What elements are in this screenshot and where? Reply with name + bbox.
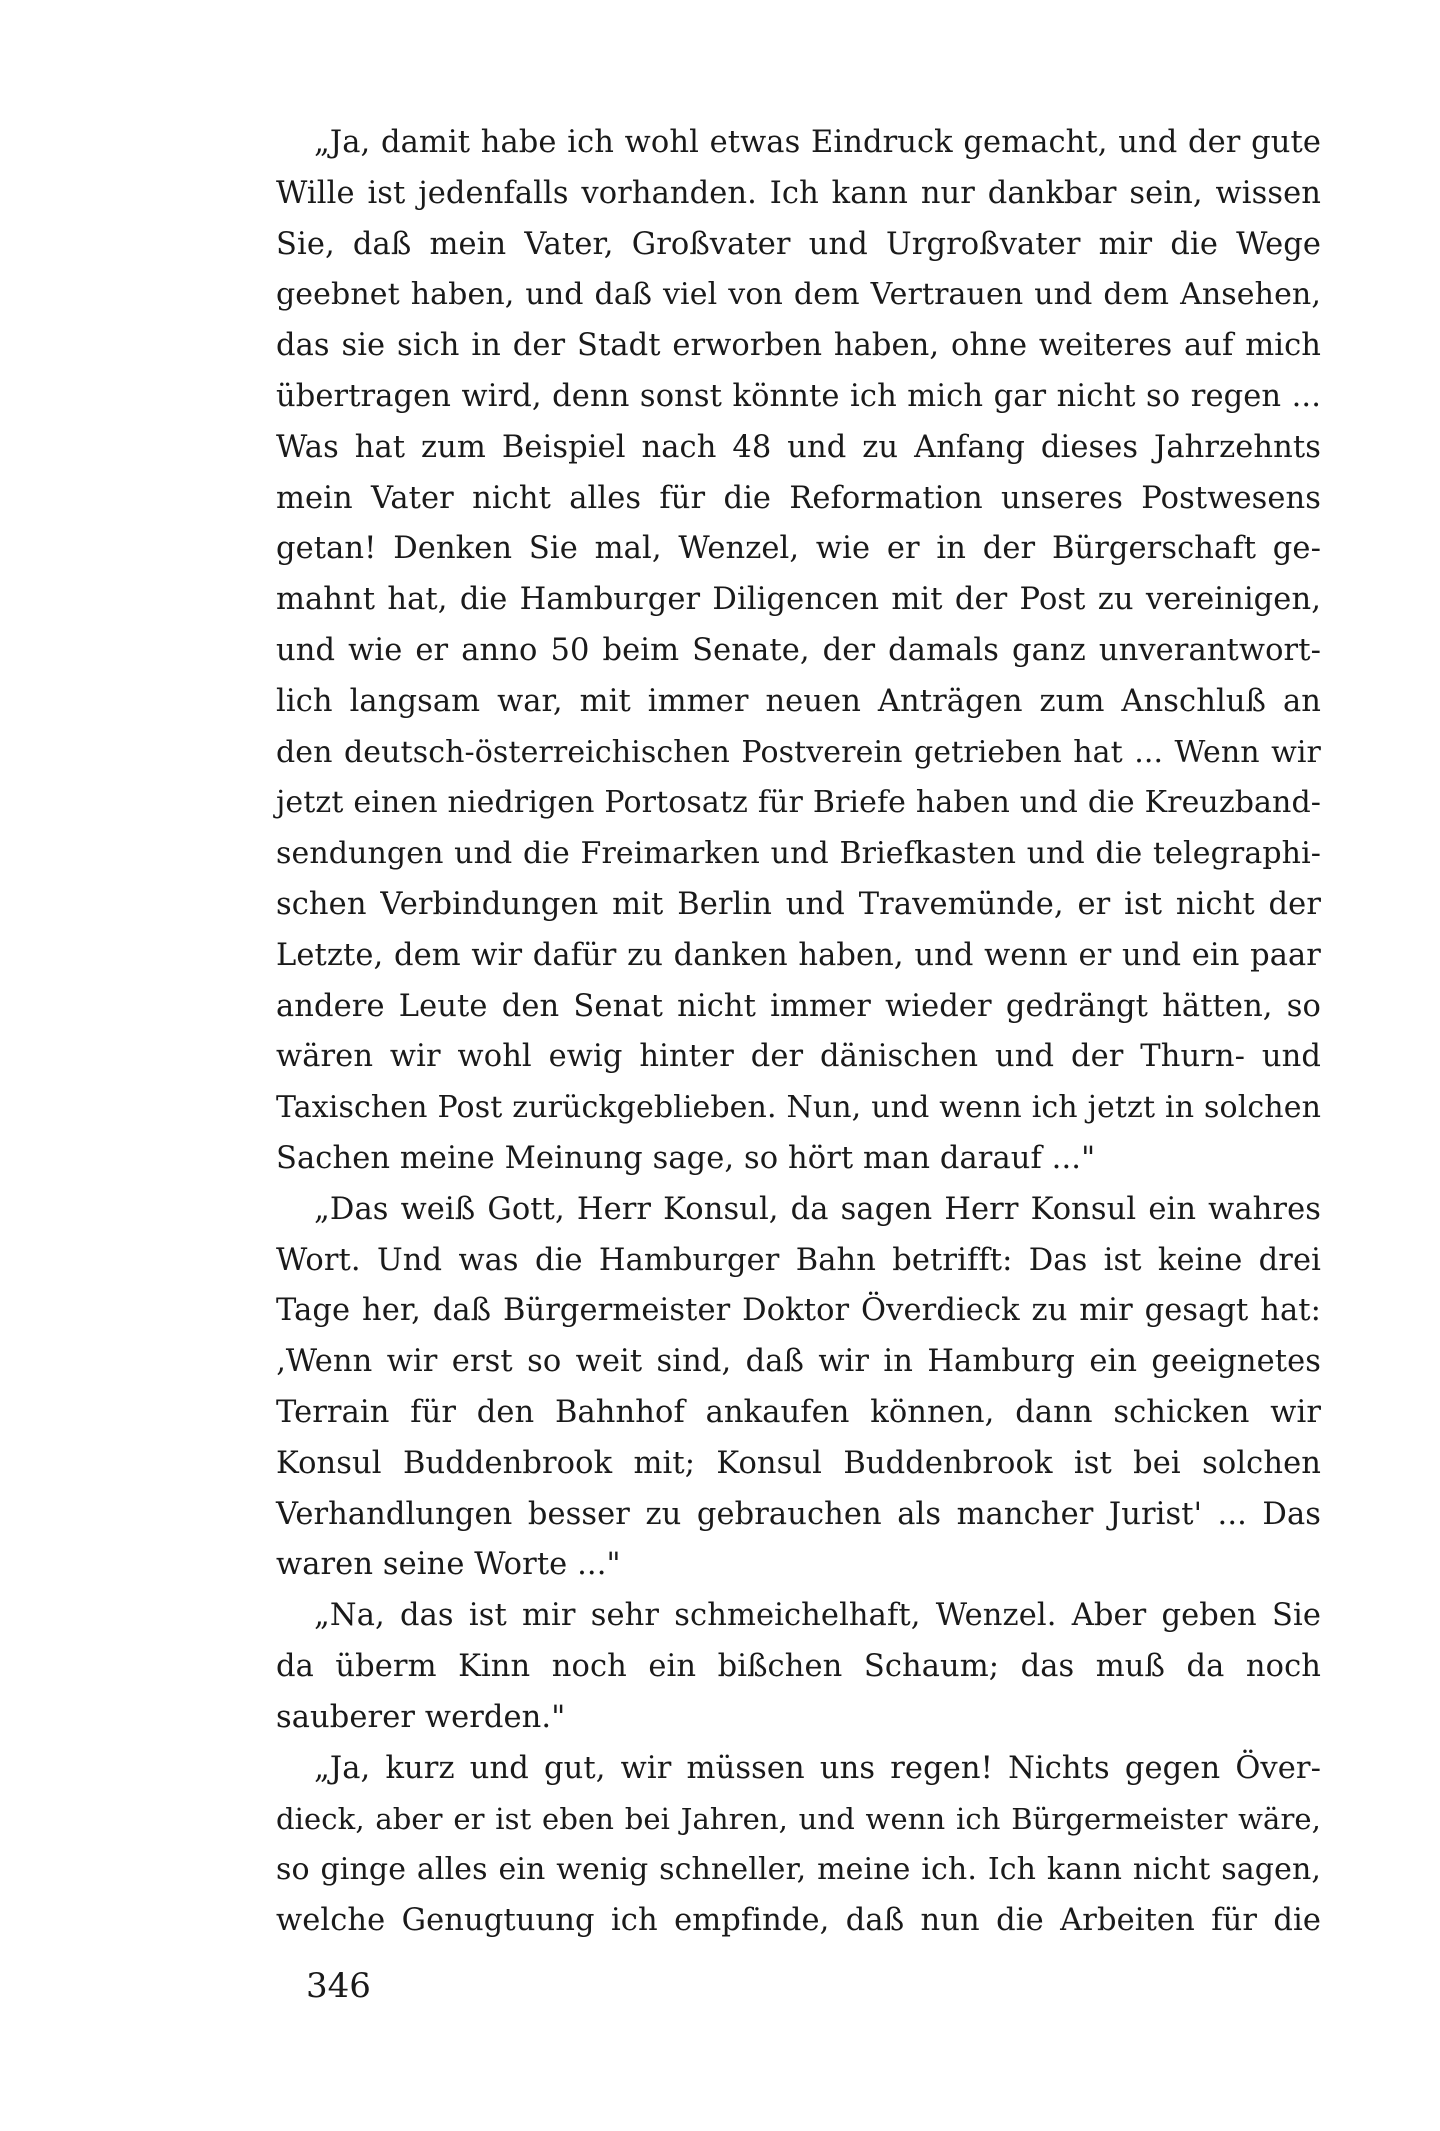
text-line: welche Genugtuung ich empfinde, daß nun die Arbeiten für die <box>276 1902 1321 1938</box>
text-line: Sie, daß mein Vater, Großvater und Urgroßvater mir die Wege <box>276 226 1321 262</box>
paragraph <box>276 1591 1321 1743</box>
text-line: übertragen wird, denn sonst könnte ich mich gar nicht so regen ... <box>276 378 1321 414</box>
text-line: da überm Kinn noch ein bißchen Schaum; das muß da noch <box>276 1648 1321 1684</box>
text-line: ‚Wenn wir erst so weit sind, daß wir in Hamburg ein geeignetes <box>276 1344 1321 1380</box>
text-line: geebnet haben, und daß viel von dem Vertrauen und dem Ansehen, <box>276 277 1321 313</box>
paragraph <box>276 118 1321 1185</box>
text-line: Verhandlungen besser zu gebrauchen als mancher Jurist' ... Das <box>276 1496 1321 1532</box>
text-line: jetzt einen niedrigen Portosatz für Briefe haben und die Kreuzband- <box>276 785 1321 821</box>
body-text <box>276 118 1321 1947</box>
text-line: Terrain für den Bahnhof ankaufen können, dann schicken wir <box>276 1394 1321 1430</box>
text-line: Tage her, daß Bürgermeister Doktor Överdieck zu mir gesagt hat: <box>276 1293 1321 1329</box>
text-line: Wille ist jedenfalls vorhanden. Ich kann nur dankbar sein, wissen <box>276 175 1321 211</box>
text-line: waren seine Worte ..." <box>276 1547 621 1583</box>
text-line: lich langsam war, mit immer neuen Anträgen zum Anschluß an <box>276 683 1321 719</box>
text-line: getan! Denken Sie mal, Wenzel, wie er in der Bürgerschaft ge- <box>276 531 1321 567</box>
text-line: so ginge alles ein wenig schneller, meine ich. Ich kann nicht sagen, <box>276 1852 1321 1888</box>
text-line: das sie sich in der Stadt erworben haben, ohne weiteres auf mich <box>276 328 1321 364</box>
text-line: Konsul Buddenbrook mit; Konsul Buddenbrook ist bei solchen <box>276 1445 1321 1481</box>
page-number: 346 <box>306 1966 371 2006</box>
text-line: Sachen meine Meinung sage, so hört man darauf ..." <box>276 1140 1096 1176</box>
text-line: sendungen und die Freimarken und Briefkasten und die telegraphi- <box>276 836 1321 872</box>
text-line: Taxischen Post zurückgeblieben. Nun, und wenn ich jetzt in solchen <box>276 1090 1321 1126</box>
text-line: dieck, aber er ist eben bei Jahren, und wenn ich Bürgermeister wäre, <box>276 1802 1321 1837</box>
text-line: und wie er anno 50 beim Senate, der damals ganz unverantwort- <box>276 632 1321 668</box>
text-line: Was hat zum Beispiel nach 48 und zu Anfang dieses Jahrzehnts <box>276 429 1321 465</box>
text-line: Letzte, dem wir dafür zu danken haben, und wenn er und ein paar <box>276 937 1321 973</box>
text-line: mahnt hat, die Hamburger Diligencen mit der Post zu vereinigen, <box>276 582 1321 618</box>
text-line: Wort. Und was die Hamburger Bahn betrifft: Das ist keine drei <box>276 1242 1321 1278</box>
text-line: „Na, das ist mir sehr schmeichelhaft, Wenzel. Aber geben Sie <box>314 1598 1321 1634</box>
text-line: wären wir wohl ewig hinter der dänischen und der Thurn- und <box>276 1039 1321 1075</box>
text-line: „Ja, damit habe ich wohl etwas Eindruck gemacht, und der gute <box>314 125 1321 160</box>
text-line: „Ja, kurz und gut, wir müssen uns regen! Nichts gegen Över- <box>314 1750 1321 1786</box>
text-line: andere Leute den Senat nicht immer wieder gedrängt hätten, so <box>276 988 1321 1024</box>
text-line: den deutsch-österreichischen Postverein getrieben hat ... Wenn wir <box>276 734 1321 770</box>
text-line: mein Vater nicht alles für die Reformation unseres Postwesens <box>276 480 1321 516</box>
paragraph <box>276 1185 1321 1591</box>
text-line: schen Verbindungen mit Berlin und Travemünde, er ist nicht der <box>276 886 1321 922</box>
text-line: „Das weiß Gott, Herr Konsul, da sagen Herr Konsul ein wahres <box>314 1191 1321 1227</box>
paragraph <box>276 1744 1321 1947</box>
text-line: sauberer werden." <box>276 1699 566 1735</box>
